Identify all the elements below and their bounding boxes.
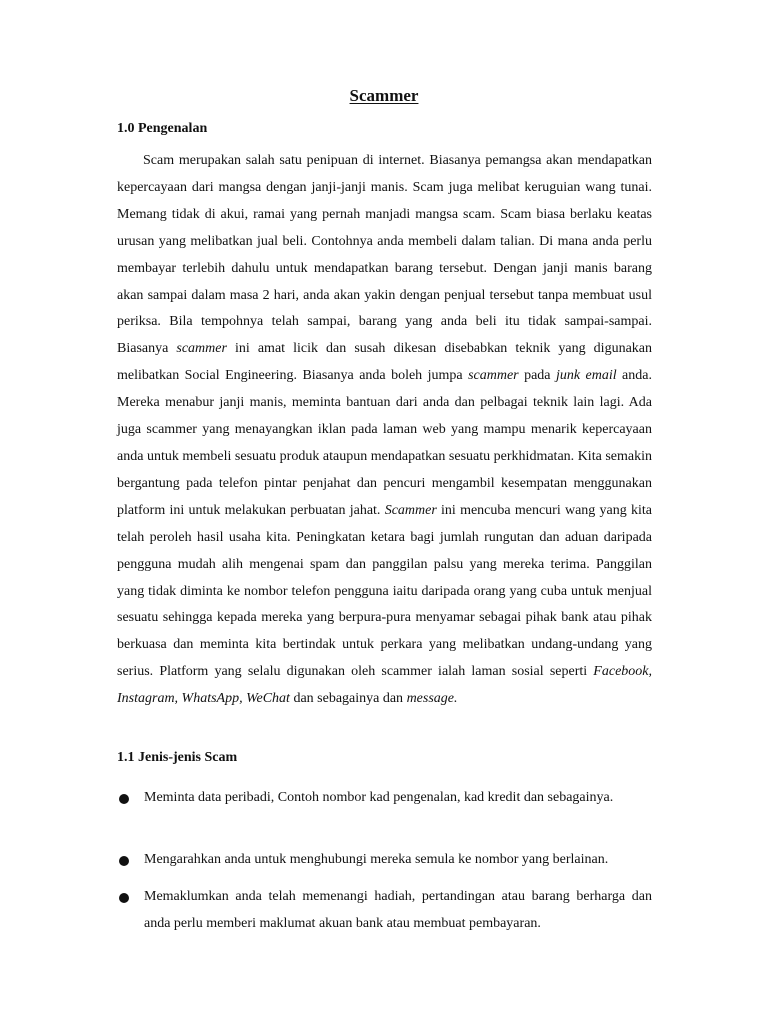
paragraph-italic: scammer — [176, 341, 227, 357]
paragraph-italic: junk email — [555, 368, 617, 384]
paragraph-italic: Scammer — [384, 502, 437, 518]
paragraph-text: Scam merupakan salah satu penipuan di internet. Biasanya pemangsa akan mendapatkan kepercayaan dari mangsa dengan janji-janji manis. Scam juga melibat keruguian wang tunai. Memang tidak di akui, ramai yang pernah manjadi mangsa scam. Scam biasa berlaku keatas urusan yang melibatkan jual beli. Contohnya anda membeli dalam talian. Di mana anda perlu membayar terlebih dahulu untuk mendapatkan barang tersebut. Dengan janji manis barang akan sampai dalam masa 2 hari, anda akan yakin dengan penjual tersebut tanpa membuat usul periksa. Bila tempohnya telah sampai, barang yang anda beli itu tidak sampai-sampai. Biasanya — [117, 153, 652, 357]
list-item — [117, 847, 652, 874]
bullet-dot-icon — [119, 856, 129, 866]
list-item-text: Memaklumkan anda telah memenangi hadiah, pertandingan atau barang berharga dan anda perlu memberi maklumat akuan bank atau membuat pembayaran. — [144, 889, 652, 931]
paragraph-italic: scammer — [468, 368, 519, 384]
section-heading-pengenalan: 1.0 Pengenalan — [117, 121, 208, 136]
bullet-list — [117, 884, 652, 938]
bullet-list — [117, 847, 652, 874]
list-item — [117, 785, 652, 812]
paragraph-text: dan sebagainya dan — [289, 691, 407, 707]
bullet-dot-icon — [119, 893, 129, 903]
section-heading-jenis-scam: 1.1 Jenis-jenis Scam — [117, 750, 238, 765]
bullet-list — [117, 785, 652, 812]
body-paragraph — [117, 148, 652, 713]
paragraph-text: pada — [518, 368, 556, 384]
page-title: Scammer — [349, 86, 419, 105]
paragraph-italic: message. — [406, 691, 458, 707]
paragraph-italic: Facebook, Instagram, WhatsApp, WeChat — [117, 664, 652, 707]
list-item-text: Meminta data peribadi, Contoh nombor kad pengenalan, kad kredit dan sebagainya. — [144, 790, 614, 805]
paragraph-text: anda. Mereka menabur janji manis, meminta bantuan dari anda dan pelbagai teknik lain lagi. Ada juga scammer yang menayangkan iklan pada laman web yang mampu menarik kepercayaan anda untuk membeli sesuatu produk ataupun mendapatkan sesuatu perkhidmatan. Kita semakin bergantung pada telefon pintar penjahat dan pencuri mengambil kesempatan menggunakan platform ini untuk melakukan perbuatan jahat. — [117, 368, 652, 518]
list-item — [117, 884, 652, 938]
bullet-dot-icon — [119, 794, 129, 804]
paragraph-text: ini amat licik dan susah dikesan disebabkan teknik yang digunakan melibatkan Social Engineering. Biasanya anda boleh jumpa — [117, 341, 652, 384]
list-item-text: Mengarahkan anda untuk menghubungi mereka semula ke nombor yang berlainan. — [144, 852, 609, 867]
paragraph-text: ini mencuba mencuri wang yang kita telah peroleh hasil usaha kita. Peningkatan ketara bagi jumlah rungutan dan aduan daripada pengguna mudah alih mengenai spam dan panggilan palsu yang mereka terima. Panggilan yang tidak diminta ke nombor telefon pengguna iaitu daripada orang yang cuba untuk menjual sesuatu sehingga kepada mereka yang berpura-pura menyamar sebagai pihak bank atau pihak berkuasa dan meminta kita bertindak untuk perkara yang melibatkan undang-undang yang serius. Platform yang selalu digunakan oleh scammer ialah laman sosial seperti — [117, 502, 652, 680]
